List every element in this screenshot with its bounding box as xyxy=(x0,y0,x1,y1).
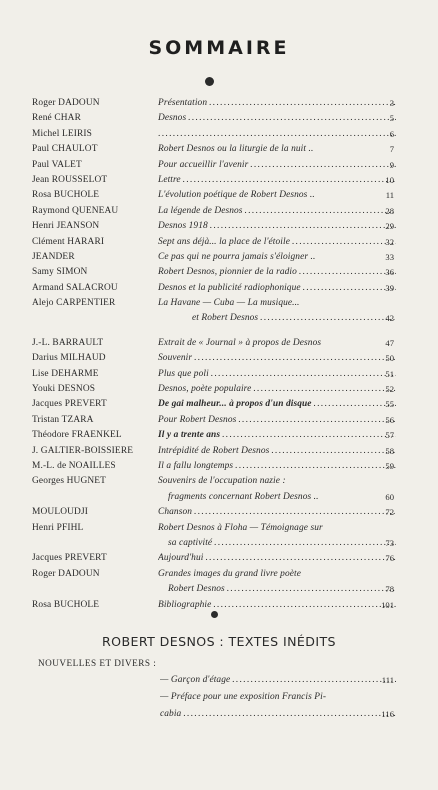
toc-author: J. GALTIER-BOISSIERE xyxy=(32,445,134,456)
ornament-icon xyxy=(211,611,218,618)
toc-author: Clément HARARI xyxy=(32,236,105,247)
toc-row xyxy=(0,113,438,128)
toc-row xyxy=(0,461,438,476)
toc-title: Il y a trente ans . . . xyxy=(158,430,396,440)
toc-author: Rosa BUCHOLE xyxy=(32,190,100,201)
toc-page-number: 33 xyxy=(385,251,394,262)
toc-row xyxy=(0,523,438,538)
toc-author: Paul VALET xyxy=(32,159,82,170)
toc-author: Raymond QUENEAU xyxy=(32,205,119,216)
toc-page-number: 52 xyxy=(385,384,394,395)
toc-page-number: 3 xyxy=(389,98,394,108)
toc-row xyxy=(0,446,438,461)
toc-title: Robert Desnos, pionnier de la radio . . . xyxy=(158,267,396,277)
table-of-contents xyxy=(0,98,438,615)
toc-page-number: 5 xyxy=(389,113,394,124)
toc-title: De gai malheur... à propos d'un disque . . . xyxy=(158,399,396,409)
toc-title: Grandes images du grand livre poète xyxy=(158,568,301,579)
toc-author: Lise DEHARME xyxy=(32,368,99,379)
toc-title: Desnos, poète populaire . . . xyxy=(158,384,396,394)
toc-author: Paul CHAULOT xyxy=(32,144,98,155)
toc-row xyxy=(0,353,438,368)
toc-page-number: 7 xyxy=(389,144,394,155)
toc-row xyxy=(0,415,438,430)
toc-page-number: 55 xyxy=(385,399,394,410)
toc-row xyxy=(0,492,438,507)
toc-author: JEANDER xyxy=(32,251,75,262)
toc-title: La légende de Desnos . . . xyxy=(158,206,396,216)
toc-author: Tristan TZARA xyxy=(32,414,94,425)
toc-page-number: 47 xyxy=(385,337,394,348)
page-title: SOMMAIRE xyxy=(148,37,290,59)
toc-author: Michel LEIRIS xyxy=(32,128,93,139)
spacer xyxy=(0,329,438,338)
toc-page-number: 50 xyxy=(385,353,394,364)
toc-page-number: 72 xyxy=(385,507,394,518)
toc-row xyxy=(0,283,438,298)
toc-row xyxy=(0,538,438,553)
toc-title: Desnos . . . xyxy=(158,113,396,123)
nouvelle-title: — Garçon d'étage . . . xyxy=(160,675,396,685)
nouvelles-list xyxy=(0,675,438,726)
toc-title: Desnos 1918 . . . xyxy=(158,221,396,231)
toc-title: Souvenir . . . xyxy=(158,353,396,363)
toc-author: M.-L. de NOAILLES xyxy=(32,460,116,471)
nouvelle-title: — Préface pour une exposition Francis Pi- xyxy=(160,692,327,702)
toc-author: Roger DADOUN xyxy=(32,98,100,108)
toc-page-number: 11 xyxy=(385,190,394,201)
toc-row xyxy=(0,553,438,568)
ornament-icon xyxy=(205,77,214,86)
toc-title: Lettre . . . xyxy=(158,175,396,185)
toc-row xyxy=(0,298,438,313)
toc-author: Samy SIMON xyxy=(32,267,88,278)
toc-author: René CHAR xyxy=(32,113,82,124)
toc-title xyxy=(158,129,396,139)
toc-row xyxy=(0,476,438,491)
toc-title: et Robert Desnos . . . xyxy=(192,313,396,323)
toc-page-number: 59 xyxy=(385,460,394,471)
toc-row xyxy=(0,399,438,414)
toc-author: Roger DADOUN xyxy=(32,568,100,579)
toc-title: L'évolution poétique de Robert Desnos .. xyxy=(158,190,315,201)
toc-page-number: 39 xyxy=(385,282,394,293)
toc-title: fragments concernant Robert Desnos .. xyxy=(168,491,319,502)
toc-title: Souvenirs de l'occupation nazie : xyxy=(158,476,286,487)
toc-title: Bibliographie . . . xyxy=(158,600,396,610)
toc-title: La Havane — Cuba — La musique... xyxy=(158,298,300,309)
nouvelle-row xyxy=(0,709,438,726)
toc-row xyxy=(0,98,438,113)
toc-page-number: 76 xyxy=(385,553,394,564)
toc-row xyxy=(0,338,438,353)
toc-page-number: 60 xyxy=(385,491,394,502)
toc-page-number: 78 xyxy=(385,584,394,595)
toc-row xyxy=(0,584,438,599)
toc-title: Sept ans déjà... la place de l'étoile . . . xyxy=(158,237,396,247)
toc-author: Darius MILHAUD xyxy=(32,353,106,364)
nouvelle-page-number: 116 xyxy=(381,709,394,719)
toc-row xyxy=(0,600,438,615)
toc-title: Robert Desnos ou la liturgie de la nuit .. xyxy=(158,144,314,155)
toc-author: Jean ROUSSELOT xyxy=(32,174,108,185)
toc-page-number: 42 xyxy=(385,313,394,324)
toc-author: Georges HUGNET xyxy=(32,476,107,487)
toc-page-number: 51 xyxy=(385,368,394,379)
toc-page-number: 9 xyxy=(389,159,394,170)
toc-title: Pour accueillir l'avenir . . . xyxy=(158,160,396,170)
toc-page-number: 10 xyxy=(385,174,394,185)
toc-author: Théodore FRAENKEL xyxy=(32,430,122,441)
toc-author: MOULOUDJI xyxy=(32,507,89,518)
toc-author: Rosa BUCHOLE xyxy=(32,599,100,610)
sub-heading: NOUVELLES ET DIVERS : xyxy=(38,658,157,668)
toc-author: Youki DESNOS xyxy=(32,384,96,395)
toc-title: Plus que poli . . . xyxy=(158,369,396,379)
toc-page-number: 28 xyxy=(385,205,394,216)
toc-title: Présentation . . . xyxy=(158,98,396,108)
nouvelle-title: cabia . . . xyxy=(160,709,396,719)
toc-page-number: 32 xyxy=(385,236,394,247)
toc-row xyxy=(0,237,438,252)
nouvelle-page-number: 111 xyxy=(381,675,394,685)
toc-row xyxy=(0,160,438,175)
toc-title: Intrépidité de Robert Desnos . . . xyxy=(158,446,396,456)
toc-row xyxy=(0,221,438,236)
toc-row xyxy=(0,313,438,328)
toc-page-number: 36 xyxy=(385,267,394,278)
toc-author: Henri JEANSON xyxy=(32,221,100,232)
toc-page-number: 6 xyxy=(389,128,394,139)
toc-title: Aujourd'hui . . . xyxy=(158,553,396,563)
toc-page-number: 57 xyxy=(385,430,394,441)
toc-title: Robert Desnos à Floha — Témoignage sur xyxy=(158,522,323,533)
toc-row xyxy=(0,507,438,522)
toc-author: Jacques PREVERT xyxy=(32,399,107,410)
nouvelle-row xyxy=(0,692,438,709)
toc-title: Extrait de « Journal » à propos de Desnos xyxy=(158,337,322,348)
toc-page-number: 58 xyxy=(385,445,394,456)
toc-title: Pour Robert Desnos . . . xyxy=(158,415,396,425)
toc-page-number: 29 xyxy=(385,221,394,232)
toc-title: Ce pas qui ne pourra jamais s'éloigner .. xyxy=(158,251,316,262)
toc-row xyxy=(0,267,438,282)
toc-page-number: 73 xyxy=(385,537,394,548)
toc-row xyxy=(0,369,438,384)
toc-title: Chanson . . . xyxy=(158,507,396,517)
toc-row xyxy=(0,384,438,399)
toc-author: Jacques PREVERT xyxy=(32,553,107,564)
toc-row xyxy=(0,144,438,159)
toc-row xyxy=(0,129,438,144)
toc-title: Desnos et la publicité radiophonique . . . xyxy=(158,283,396,293)
toc-row xyxy=(0,430,438,445)
toc-page-number: 56 xyxy=(385,414,394,425)
toc-author: Alejo CARPENTIER xyxy=(32,298,116,309)
toc-row xyxy=(0,190,438,205)
toc-row xyxy=(0,206,438,221)
toc-title: sa captivité . . . xyxy=(168,538,396,548)
toc-row xyxy=(0,569,438,584)
toc-page-number: 101 xyxy=(381,599,394,610)
toc-row xyxy=(0,175,438,190)
toc-author: Henri PFIHL xyxy=(32,522,84,533)
nouvelle-row xyxy=(0,675,438,692)
toc-title: Robert Desnos . . . xyxy=(168,584,396,594)
toc-title: Il a fallu longtemps . . . xyxy=(158,461,396,471)
section-title: ROBERT DESNOS : TEXTES INÉDITS xyxy=(102,634,336,649)
toc-author: Armand SALACROU xyxy=(32,282,118,293)
toc-row xyxy=(0,252,438,267)
toc-author: J.-L. BARRAULT xyxy=(32,337,104,348)
